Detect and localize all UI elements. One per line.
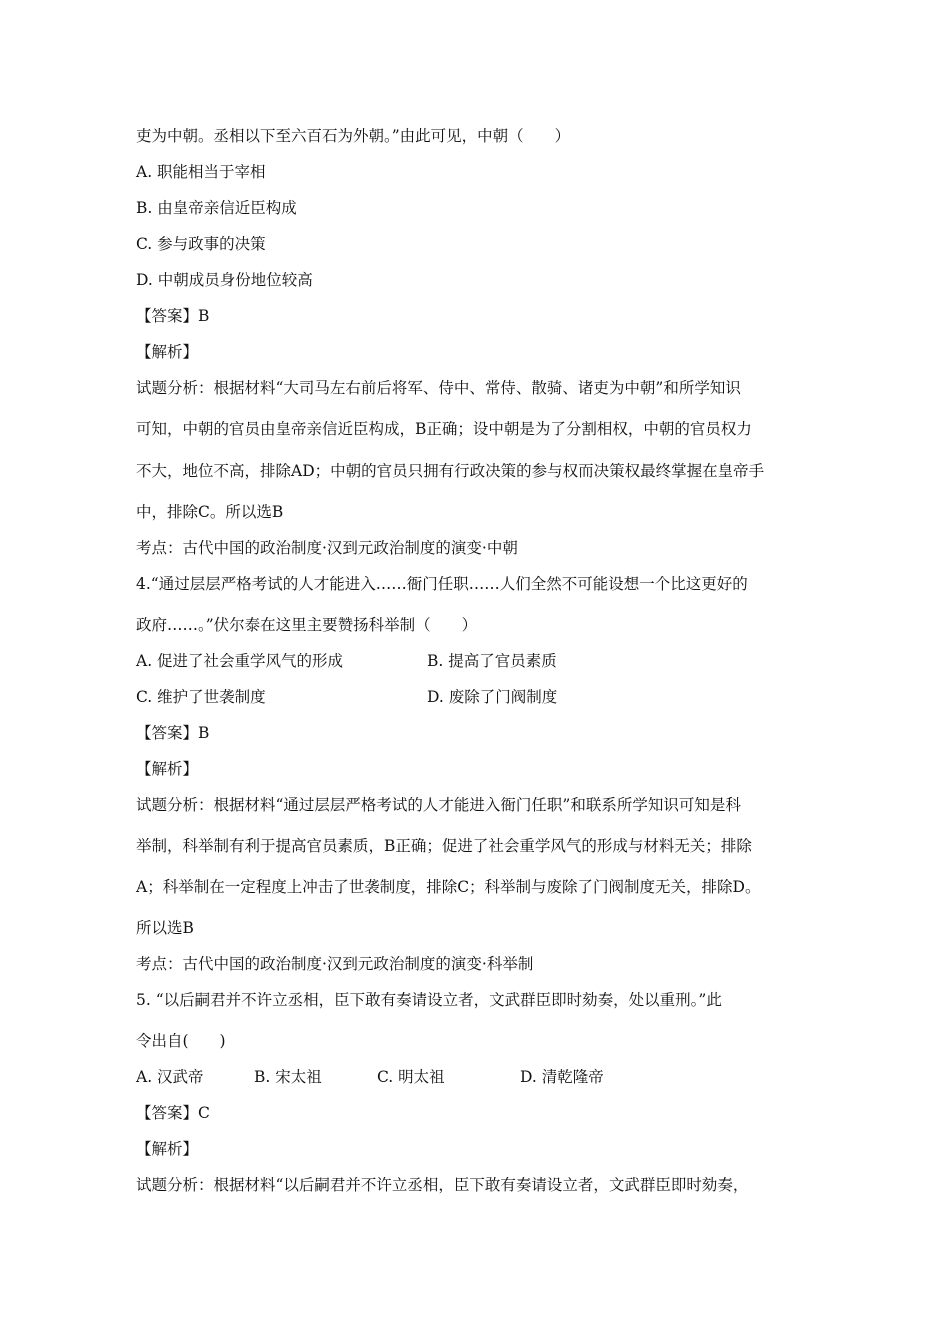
question-5-answer: 【答案】C — [136, 1104, 210, 1122]
question-4-stem: 政府……。”伏尔泰在这里主要赞扬科举制（ ） — [136, 616, 478, 634]
question-3-option-a: A. 职能相当于宰相 — [136, 163, 266, 181]
question-3-analysis-label: 【解析】 — [136, 343, 199, 361]
question-5-option-a: A. 汉武帝 — [136, 1068, 204, 1086]
question-5-option-c: C. 明太祖 — [377, 1068, 445, 1086]
question-5-option-d: D. 清乾隆帝 — [520, 1068, 604, 1086]
question-4-answer: 【答案】B — [136, 724, 210, 742]
question-4-analysis-label: 【解析】 — [136, 760, 199, 778]
question-3-point: 考点：古代中国的政治制度·汉到元政治制度的演变·中朝 — [136, 539, 518, 557]
question-4-option-d: D. 废除了门阀制度 — [427, 688, 558, 706]
question-5-option-b: B. 宋太祖 — [254, 1068, 322, 1086]
question-4-option-c: C. 维护了世袭制度 — [136, 688, 266, 706]
question-5-stem: 5. “以后嗣君并不许立丞相，臣下敢有奏请设立者，文武群臣即时劾奏，处以重刑。”此 — [136, 991, 722, 1009]
question-5-analysis-label: 【解析】 — [136, 1140, 199, 1158]
question-3-analysis-line: 可知，中朝的官员由皇帝亲信近臣构成，B正确；设中朝是为了分割相权，中朝的官员权力 — [136, 420, 752, 438]
question-5-stem: 令出自( ) — [136, 1032, 226, 1050]
question-4-analysis-line: A；科举制在一定程度上冲击了世袭制度，排除C；科举制与废除了门阀制度无关，排除D。 — [136, 878, 761, 896]
question-4-option-a: A. 促进了社会重学风气的形成 — [136, 652, 344, 670]
question-3-option-c: C. 参与政事的决策 — [136, 235, 266, 253]
question-4-point: 考点：古代中国的政治制度·汉到元政治制度的演变·科举制 — [136, 955, 534, 973]
question-3-stem: 吏为中朝。丞相以下至六百石为外朝。”由此可见，中朝（ ） — [136, 127, 571, 145]
question-3-analysis-line: 不大，地位不高，排除AD；中朝的官员只拥有行政决策的参与权而决策权最终掌握在皇帝手 — [136, 462, 765, 480]
question-3-analysis-line: 中，排除C。所以选B — [136, 503, 284, 521]
question-4-option-b: B. 提高了官员素质 — [427, 652, 557, 670]
question-3-option-d: D. 中朝成员身份地位较高 — [136, 271, 313, 289]
question-3-analysis-line: 试题分析：根据材料“大司马左右前后将军、侍中、常侍、散骑、诸吏为中朝”和所学知识 — [136, 379, 741, 397]
question-3-option-b: B. 由皇帝亲信近臣构成 — [136, 199, 297, 217]
question-3-answer: 【答案】B — [136, 307, 210, 325]
question-5-analysis-line: 试题分析：根据材料“以后嗣君并不许立丞相，臣下敢有奏请设立者，文武群臣即时劾奏， — [136, 1176, 749, 1194]
question-4-stem: 4.“通过层层严格考试的人才能进入……衙门任职……人们全然不可能设想一个比这更好的 — [136, 575, 748, 593]
question-4-analysis-line: 试题分析：根据材料“通过层层严格考试的人才能进入衙门任职”和联系所学知识可知是科 — [136, 796, 741, 814]
question-4-analysis-line: 所以选B — [136, 919, 194, 937]
question-4-analysis-line: 举制，科举制有利于提高官员素质，B正确；促进了社会重学风气的形成与材料无关；排除 — [136, 837, 752, 855]
